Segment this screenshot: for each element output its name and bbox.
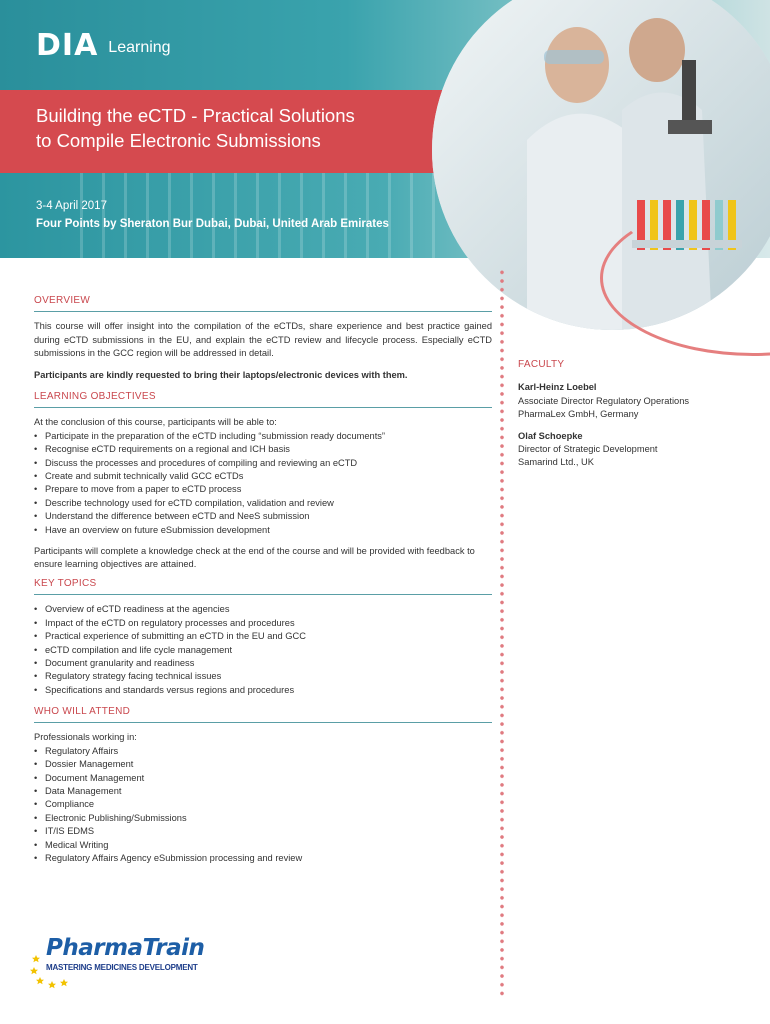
pharmatrain-tagline: MASTERING MEDICINES DEVELOPMENT: [46, 963, 198, 972]
faculty-org: Samarind Ltd., UK: [518, 457, 594, 468]
course-title-line-2: to Compile Electronic Submissions: [36, 130, 321, 151]
learning-objectives-list: [34, 430, 492, 537]
overview-section: [34, 294, 492, 382]
dia-learning-logo: [36, 28, 171, 63]
overview-body: This course will offer insight into the compilation of the eCTDs, share experience and best practice gained during eCTD submissions in the EU, and explain the eCTD review and lifecycle process. Especially eCTD submissions in the GCC region will be addressed in detail.: [34, 321, 492, 359]
who-will-attend-section: [34, 705, 492, 865]
list-item: • Compliance: [34, 798, 492, 811]
learning-objectives-intro: At the conclusion of this course, participants will be able to:: [34, 417, 277, 428]
course-title: [36, 103, 456, 153]
list-item: • Data Management: [34, 785, 492, 798]
list-item: • Participate in the preparation of the eCTD including “submission ready documents”: [34, 430, 492, 443]
who-will-attend-intro: Professionals working in:: [34, 732, 137, 743]
list-item: • Regulatory strategy facing technical issues: [34, 670, 492, 683]
pharmatrain-logo: [30, 935, 230, 995]
learning-logo-text: Learning: [108, 38, 171, 56]
learning-objectives-section: [34, 390, 492, 572]
faculty-heading: FACULTY: [518, 359, 565, 370]
list-item: • Prepare to move from a paper to eCTD process: [34, 483, 492, 496]
learning-objectives-heading: LEARNING OBJECTIVES: [34, 390, 492, 408]
overview-heading: OVERVIEW: [34, 294, 492, 312]
who-will-attend-list: [34, 745, 492, 866]
list-item: • Overview of eCTD readiness at the agencies: [34, 603, 492, 616]
list-item: • Medical Writing: [34, 839, 492, 852]
key-topics-heading: KEY TOPICS: [34, 577, 492, 595]
event-venue: Four Points by Sheraton Bur Dubai, Dubai, United Arab Emirates: [36, 218, 389, 230]
list-item: • Document Management: [34, 772, 492, 785]
list-item: • Create and submit technically valid GCC eCTDs: [34, 470, 492, 483]
who-will-attend-heading: WHO WILL ATTEND: [34, 705, 492, 723]
dotted-divider: [499, 268, 505, 998]
faculty-org: PharmaLex GmbH, Germany: [518, 409, 639, 420]
list-item: • Electronic Publishing/Submissions: [34, 812, 492, 825]
overview-note: Participants are kindly requested to bring their laptops/electronic devices with them.: [34, 369, 408, 380]
faculty-name: Karl-Heinz Loebel: [518, 382, 597, 393]
faculty-role: Director of Strategic Development: [518, 444, 658, 455]
list-item: • Impact of the eCTD on regulatory processes and procedures: [34, 617, 492, 630]
faculty-role: Associate Director Regulatory Operations: [518, 395, 690, 406]
faculty-name: Olaf Schoepke: [518, 430, 583, 441]
list-item: • Practical experience of submitting an eCTD in the EU and GCC: [34, 630, 492, 643]
list-item: • eCTD compilation and life cycle management: [34, 644, 492, 657]
list-item: • IT/IS EDMS: [34, 825, 492, 838]
list-item: • Regulatory Affairs: [34, 745, 492, 758]
list-item: • Document granularity and readiness: [34, 657, 492, 670]
list-item: • Regulatory Affairs Agency eSubmission processing and review: [34, 852, 492, 865]
key-topics-section: [34, 577, 492, 697]
list-item: • Understand the difference between eCTD and NeeS submission: [34, 510, 492, 523]
list-item: • Have an overview on future eSubmission development: [34, 524, 492, 537]
event-date: 3-4 April 2017: [36, 200, 107, 212]
faculty-section: [518, 358, 718, 470]
list-item: • Dossier Management: [34, 758, 492, 771]
key-topics-list: [34, 603, 492, 697]
list-item: • Describe technology used for eCTD compilation, validation and review: [34, 497, 492, 510]
dia-logo-mark: DIA: [36, 28, 99, 63]
list-item: • Specifications and standards versus regions and procedures: [34, 684, 492, 697]
list-item: • Discuss the processes and procedures of compiling and reviewing an eCTD: [34, 457, 492, 470]
course-title-line-1: Building the eCTD - Practical Solutions: [36, 105, 355, 126]
header-texture: [80, 173, 440, 258]
pharmatrain-name: PharmaTrain: [46, 935, 205, 961]
list-item: • Recognise eCTD requirements on a regional and ICH basis: [34, 443, 492, 456]
learning-objectives-outro: Participants will complete a knowledge check at the end of the course and will be provided with feedback to ensure learning objectives are attained.: [34, 546, 475, 570]
